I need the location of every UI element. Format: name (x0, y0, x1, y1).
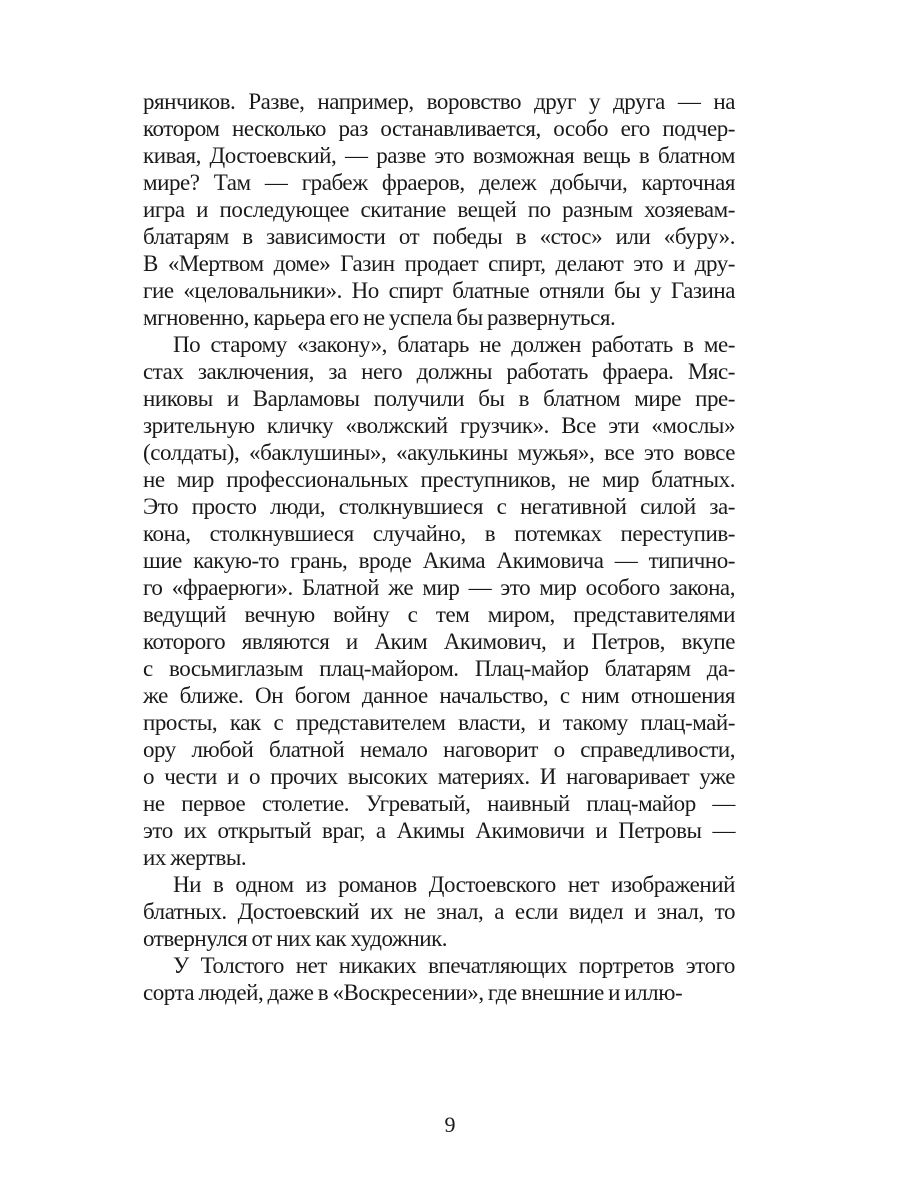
page-number: 9 (444, 1112, 456, 1137)
text-line: гие «целовальники». Но спирт блатные отняли бы у Газина (143, 278, 735, 303)
text-line: не первое столетие. Угреватый, наивный плац-майор — (143, 791, 735, 816)
text-line: кона, столкнувшиеся случайно, в потемках переступив- (143, 521, 735, 546)
text-line: У Толстого нет никаких впечатляющих портретов этого (173, 953, 735, 978)
text-line: никовы и Варламовы получили бы в блатном мире пре- (143, 386, 735, 411)
text-line: По старому «закону», блатарь не должен работать в ме- (173, 332, 735, 357)
text-line: стах заключения, за него должны работать фраера. Мяс- (143, 359, 735, 384)
text-line: отвернулся от них как художник. (143, 926, 448, 951)
text-line: игра и последующее скитание вещей по разным хозяевам- (143, 197, 735, 222)
text-line: (солдаты), «баклушины», «акулькины мужья», все это вовсе (143, 440, 735, 465)
text-line: с восьмиглазым плац-майором. Плац-майор блатарям да- (143, 656, 735, 681)
text-line: рянчиков. Разве, например, воровство друг у друга — на (143, 89, 735, 114)
text-line: шие какую-то грань, вроде Акима Акимовича — типично- (143, 548, 735, 573)
text-line: же ближе. Он богом данное начальство, с ним отношения (143, 683, 735, 708)
text-line: блатарям в зависимости от победы в «стос» или «буру». (143, 224, 735, 249)
text-line: просты, как с представителем власти, и такому плац-май- (143, 710, 735, 735)
text-line: блатных. Достоевский их не знал, а если видел и знал, то (143, 899, 735, 924)
text-line: го «фраерюги». Блатной же мир — это мир особого закона, (143, 575, 735, 600)
text-line: сорта людей, даже в «Воскресении», где внешние и иллю- (143, 980, 683, 1005)
text-line: их жертвы. (143, 845, 247, 870)
text-line: мире? Там — грабеж фраеров, дележ добычи, карточная (143, 170, 735, 195)
text-line: не мир профессиональных преступников, не мир блатных. (143, 467, 735, 492)
text-line: о чести и о прочих высоких материях. И наговаривает уже (143, 764, 735, 789)
text-line: ору любой блатной немало наговорит о справедливости, (143, 737, 735, 762)
text-line: ведущий вечную войну с тем миром, представителями (143, 602, 735, 627)
text-line: В «Мертвом доме» Газин продает спирт, делают это и дру- (143, 251, 735, 276)
text-line: Это просто люди, столкнувшиеся с негативной силой за- (143, 494, 735, 519)
page-text (143, 88, 735, 1006)
text-line: это их открытый враг, а Акимы Акимовичи и Петровы — (143, 818, 735, 843)
text-line: котором несколько раз останавливается, особо его подчер- (143, 116, 735, 141)
text-line: которого являются и Аким Акимович, и Петров, вкупе (143, 629, 735, 654)
text-line: мгновенно, карьера его не успела бы развернуться. (143, 305, 616, 330)
text-line: Ни в одном из романов Достоевского нет изображений (173, 872, 735, 897)
text-line: зрительную кличку «волжский грузчик». Все эти «мослы» (143, 413, 735, 438)
text-line: кивая, Достоевский, — разве это возможная вещь в блатном (143, 143, 735, 168)
